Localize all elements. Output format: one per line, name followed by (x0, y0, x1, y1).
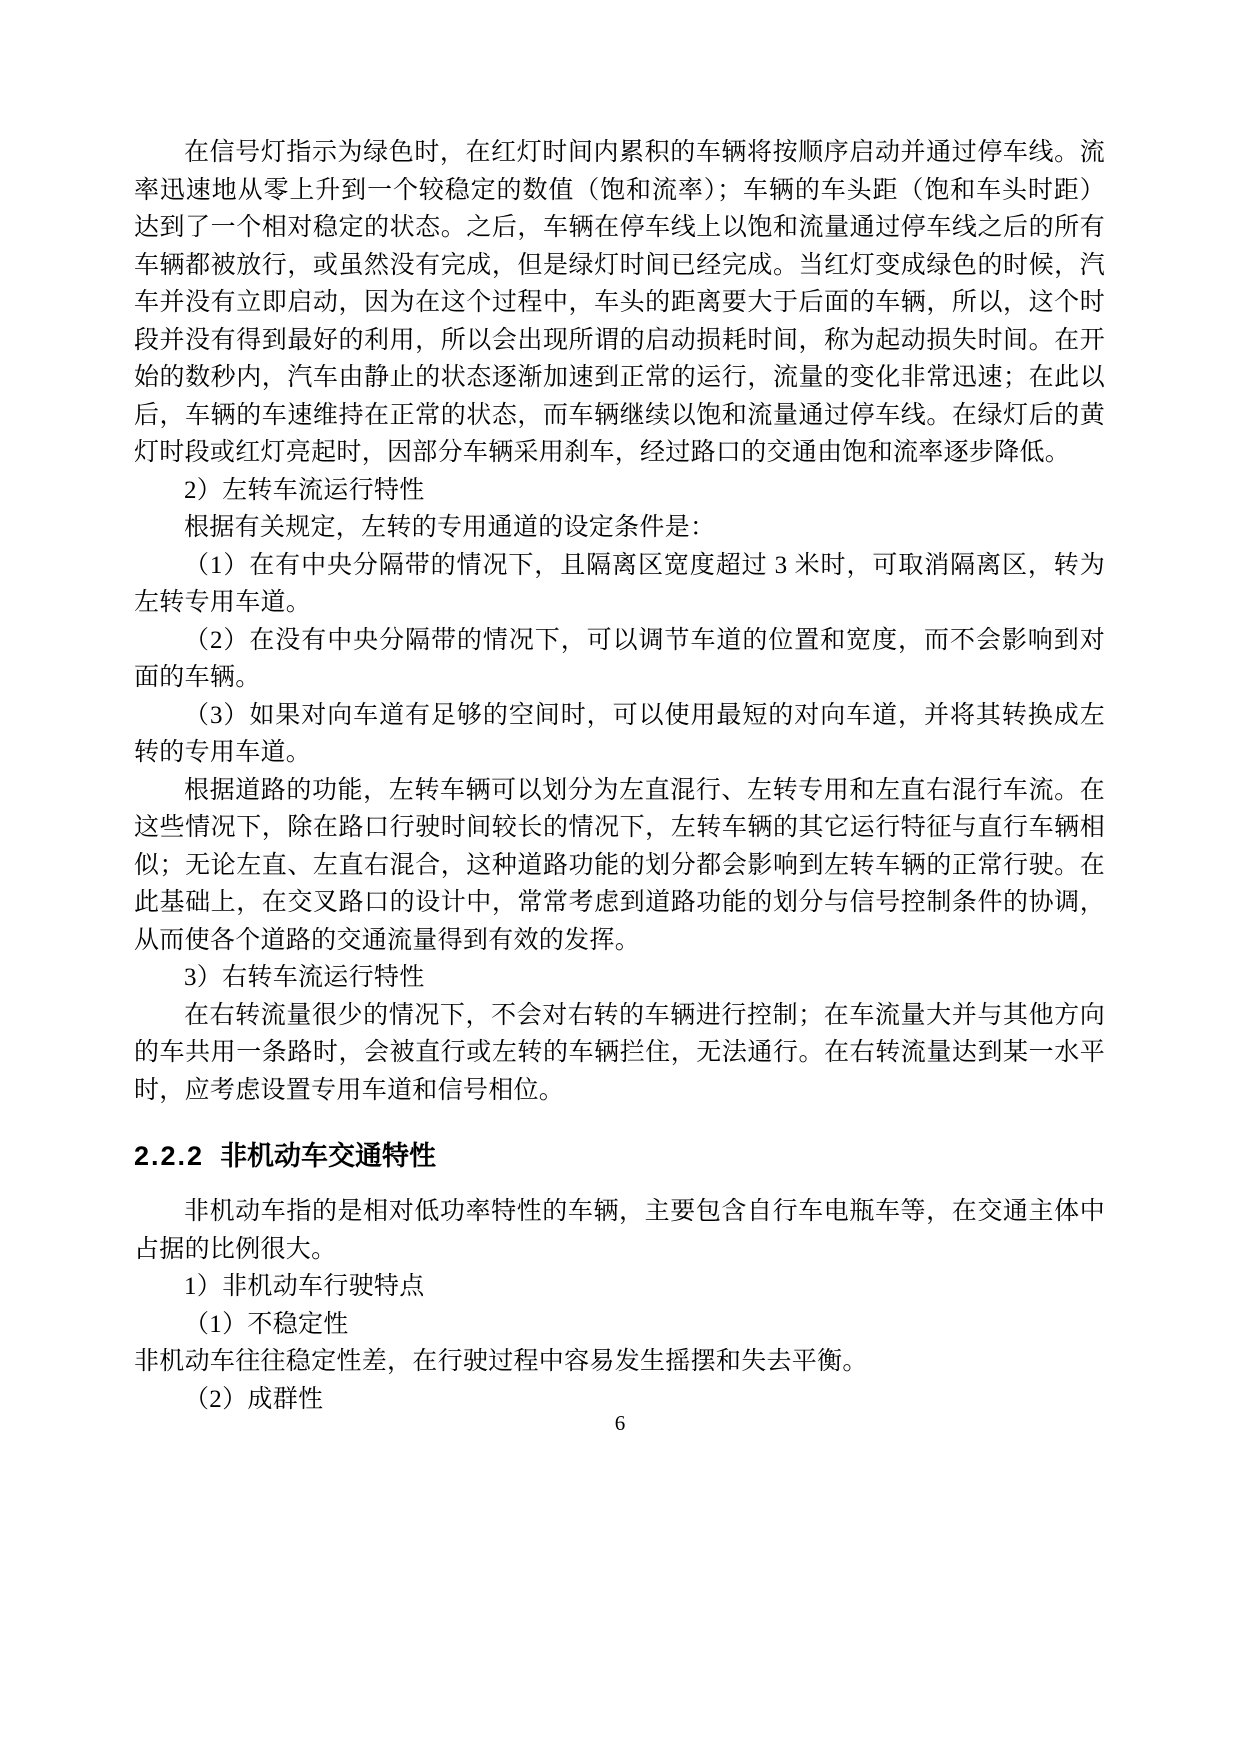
section-title: 非机动车交通特性 (220, 1141, 437, 1171)
paragraph: （3）如果对向车道有足够的空间时，可以使用最短的对向车道，并将其转换成左转的专用车道。 (134, 701, 1105, 766)
paragraph: 非机动车指的是相对低功率特性的车辆，主要包含自行车电瓶车等，在交通主体中占据的比例很大。 (134, 1198, 1105, 1263)
page-number: 6 (614, 1411, 626, 1435)
paragraph: （2）成群性 (184, 1385, 324, 1413)
paragraph: 根据道路的功能，左转车辆可以划分为左直混行、左转专用和左直右混行车流。在这些情况下，除在路口行驶时间较长的情况下，左转车辆的其它运行特征与直行车辆相似；无论左直、左直右混合，这种道路功能的划分都会影响到左转车辆的正常行驶。在此基础上，在交叉路口的设计中，常常考虑到道路功能的划分与信号控制条件的协调，从而使各个道路的交通流量得到有效的发挥。 (134, 776, 1105, 954)
paragraph: 根据有关规定，左转的专用通道的设定条件是： (184, 514, 716, 541)
section-heading (134, 1136, 1105, 1176)
paragraph: 在信号灯指示为绿色时，在红灯时间内累积的车辆将按顺序启动并通过停车线。流率迅速地从零上升到一个较稳定的数值（饱和流率）；车辆的车头距（饱和车头时距）达到了一个相对稳定的状态。之后，车辆在停车线上以饱和流量通过停车线之后的所有车辆都被放行，或虽然没有完成，但是绿灯时间已经完成。当红灯变成绿色的时候，汽车并没有立即启动，因为在这个过程中，车头的距离要大于后面的车辆，所以，这个时段并没有得到最好的利用，所以会出现所谓的启动损耗时间，称为起动损失时间。在开始的数秒内，汽车由静止的状态逐渐加速到正常的运行，流量的变化非常迅速；在此以后，车辆的车速维持在正常的状态，而车辆继续以饱和流量通过停车线。在绿灯后的黄灯时段或红灯亮起时，因部分车辆采用刹车，经过路口的交通由饱和流率逐步降低。 (134, 139, 1105, 466)
paragraph: 在右转流量很少的情况下，不会对右转的车辆进行控制；在车流量大并与其他方向的车共用一条路时，会被直行或左转的车辆拦住，无法通行。在右转流量达到某一水平时，应考虑设置专用车道和信号相位。 (134, 1001, 1105, 1104)
paragraph: （1）在有中央分隔带的情况下，且隔离区宽度超过 3 米时，可取消隔离区，转为左转专用车道。 (134, 551, 1105, 616)
paragraph: 非机动车往往稳定性差，在行驶过程中容易发生摇摆和失去平衡。 (134, 1348, 868, 1375)
paragraph: （1）不稳定性 (184, 1310, 349, 1338)
paragraph: 3）右转车流运行特性 (184, 964, 425, 991)
paragraph: （2）在没有中央分隔带的情况下，可以调节车道的位置和宽度，而不会影响到对面的车辆。 (134, 626, 1105, 691)
section-number: 2.2.2 (134, 1141, 205, 1171)
paragraph: 2）左转车流运行特性 (184, 476, 425, 504)
paragraph: 1）非机动车行驶特点 (184, 1273, 425, 1300)
